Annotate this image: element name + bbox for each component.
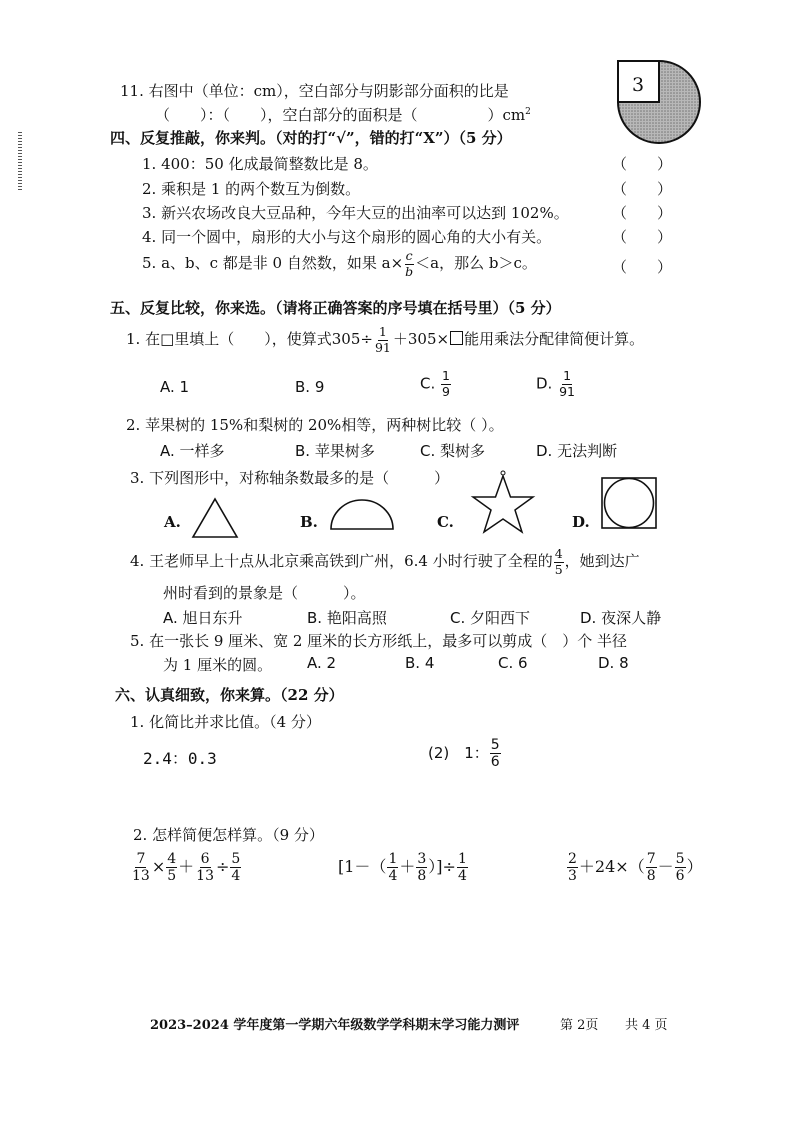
sec4-item-1: 1. 400：50 化成最简整数比是 8。 <box>142 155 378 173</box>
sec5-q2-opt-c[interactable]: C. 梨树多 <box>420 442 486 460</box>
sec5-q2: 2. 苹果树的 15%和梨树的 20%相等，两种树比较（ ）。 <box>126 416 504 434</box>
sec5-q3: 3. 下列图形中，对称轴条数最多的是（ ） <box>130 469 450 487</box>
sec6-part1-b: (2) 1： $\frac{5}{6}$ <box>428 737 500 770</box>
sec5-q3-label-a[interactable]: A. <box>164 513 181 531</box>
square-with-circle-shape-icon <box>600 476 660 532</box>
sec5-q1-opt-b[interactable]: B. 9 <box>295 378 325 396</box>
sec4-answer-2[interactable]: （ ） <box>612 180 673 198</box>
sec5-q5-line1: 5. 在一张长 9 厘米、宽 2 厘米的长方形纸上，最多可以剪成（ ）个 半径 <box>130 632 628 650</box>
binding-margin-marks <box>18 132 22 190</box>
q11-line1: 11. 右图中（单位：cm），空白部分与阴影部分面积的比是 <box>120 82 509 100</box>
sec5-q2-opt-a[interactable]: A. 一样多 <box>160 442 225 460</box>
sec5-q1-opt-c[interactable]: C. $\frac{1}{9}$ <box>420 368 450 399</box>
sec4-answer-1[interactable]: （ ） <box>612 155 673 173</box>
sec5-q2-opt-b[interactable]: B. 苹果树多 <box>295 442 375 460</box>
sec4-answer-3[interactable]: （ ） <box>612 204 673 222</box>
sec5-q4-opt-b[interactable]: B. 艳阳高照 <box>307 609 387 627</box>
sec6-expr-1: $\frac{7}{13}$ × $\frac{4}{5}$ ＋ $\frac{6}{13}$ ÷ $\frac{5}{4}$ <box>132 851 241 884</box>
sec5-q2-opt-d[interactable]: D. 无法判断 <box>536 442 618 460</box>
sec5-q1-opt-d[interactable]: D. $\frac{1}{91}$ <box>536 368 576 399</box>
q11-circle-label: 3 <box>632 74 645 96</box>
sec5-heading: 五、反复比较，你来选。（请将正确答案的序号填在括号里）（5 分） <box>110 299 561 317</box>
sec6-part1-a: 2.4：0.3 <box>143 749 217 768</box>
triangle-shape-icon <box>190 496 240 540</box>
footer-title: 2023–2024 学年度第一学期六年级数学学科期末学习能力测评 <box>150 1018 520 1033</box>
sec4-item-2: 2. 乘积是 1 的两个数互为倒数。 <box>142 180 361 198</box>
sec5-q3-label-c[interactable]: C. <box>437 513 454 531</box>
sec5-q4-opt-a[interactable]: A. 旭日东升 <box>163 609 243 627</box>
sec4-item-4: 4. 同一个圆中，扇形的大小与这个扇形的圆心角的大小有关。 <box>142 228 552 246</box>
semicircle-shape-icon <box>328 498 396 532</box>
sec5-q5-opt-c[interactable]: C. 6 <box>498 654 528 672</box>
sec5-q1: 1. 在□里填上（ ），使算式305÷ $\frac{1}{91}$ ＋305× 能用乘法分配律简便计算。 <box>126 324 645 355</box>
footer-page: 第 2页 <box>560 1018 599 1033</box>
sec5-q3-label-d[interactable]: D. <box>572 513 590 531</box>
sec6-expr-2: [1－（ $\frac{1}{4}$ ＋ $\frac{3}{8}$ ）]÷ $\frac{1}{4}$ <box>338 851 467 884</box>
q11-circle-figure <box>610 56 706 146</box>
sec5-q5-opt-d[interactable]: D. 8 <box>598 654 629 672</box>
sec6-heading: 六、认真细致，你来算。（22 分） <box>115 686 344 704</box>
sec5-q4-opt-d[interactable]: D. 夜深人静 <box>580 609 662 627</box>
footer-total: 共 4 页 <box>625 1018 668 1033</box>
sec5-q5-line2: 为 1 厘米的圆。 <box>163 656 273 674</box>
sec6-expr-3: $\frac{2}{3}$ ＋24×（ $\frac{7}{8}$ － $\frac{5}{6}$ ） <box>568 851 703 884</box>
sec6-part1-title: 1. 化简比并求比值。（4 分） <box>130 713 321 731</box>
sec4-item-5: 5. a、b、c 都是非 0 自然数，如果 a× $\frac{c}{b}$ ＜a，那么 b＞c。 <box>142 248 537 279</box>
sec5-q5-opt-b[interactable]: B. 4 <box>405 654 435 672</box>
sec4-answer-4[interactable]: （ ） <box>612 228 673 246</box>
sec6-part2-title: 2. 怎样简便怎样算。（9 分） <box>133 826 324 844</box>
blank-square-icon <box>450 331 463 345</box>
sec5-q4-opt-c[interactable]: C. 夕阳西下 <box>450 609 531 627</box>
sec5-q1-opt-a[interactable]: A. 1 <box>160 378 190 396</box>
sec4-heading: 四、反复推敲，你来判。（对的打“√”，错的打“X”）（5 分） <box>110 129 512 147</box>
sec5-q4-line2: 州时看到的景象是（ ）。 <box>163 584 366 602</box>
sec5-q3-label-b[interactable]: B. <box>300 513 318 531</box>
sec5-q5-opt-a[interactable]: A. 2 <box>307 654 337 672</box>
sec4-answer-5[interactable]: （ ） <box>612 258 673 276</box>
sec4-item-3: 3. 新兴农场改良大豆品种，今年大豆的出油率可以达到 102%。 <box>142 204 569 222</box>
q11-line2: （ ）：（ ），空白部分的面积是（ ）$cm^2$ <box>155 106 531 124</box>
star-shape-icon <box>470 470 536 540</box>
sec5-q4-line1: 4. 王老师早上十点从北京乘高铁到广州，6.4 小时行驶了全程的 $\frac{4}{5}$ ，她到达广 <box>130 546 640 577</box>
